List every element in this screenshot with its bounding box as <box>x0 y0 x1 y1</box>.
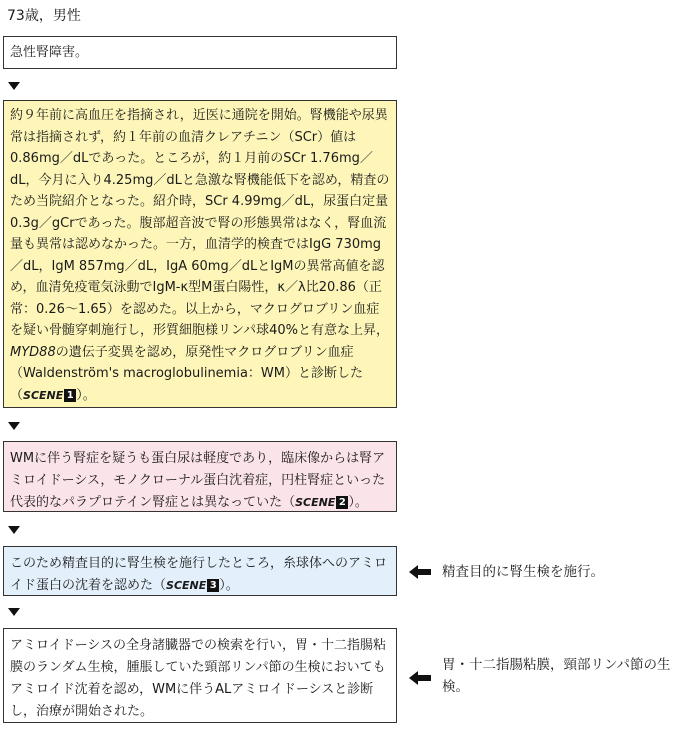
scene-number-badge: 3 <box>207 579 219 592</box>
history-box <box>3 100 397 408</box>
diagnosis-text: 急性腎障害。 <box>10 45 89 60</box>
pointer-arrow-left-icon <box>409 671 431 685</box>
scene-number-badge: 1 <box>64 389 76 402</box>
flow-arrow-down-icon <box>8 526 20 534</box>
biopsy-box <box>3 546 397 596</box>
renal-text-part: WMに伴う腎症を疑うも蛋白尿は軽度であり，臨床像からは腎アミロイドーシス，モノクローナル蛋白沈着症，円柱腎症といった代表的なパラプロテイン腎症とは異なっていた（ <box>10 451 386 510</box>
final-text: アミロイドーシスの全身諸臓器での検索を行い，胃・十二指腸粘膜のランダム生検，腫脹していた頸部リンパ節の生検においてもアミロイド沈着を認め，WMに伴うALアミロイドーシスと診断し，治療が開始された。 <box>10 638 386 719</box>
history-text-part: の遺伝子変異を認め，原発性マクログロブリン血症（Waldenström's macroglobulinemia：WM）と診断した（ <box>10 344 363 403</box>
flow-arrow-down-icon <box>8 608 20 616</box>
renal-text <box>10 448 390 514</box>
renal-box <box>3 441 397 512</box>
scene-label: SCENE <box>295 496 336 509</box>
side-note-biopsy: 精査目的に腎生検を施行。 <box>442 564 604 580</box>
history-text-close: ）。 <box>76 387 96 403</box>
flow-arrow-down-icon <box>8 422 20 430</box>
biopsy-text <box>10 553 390 597</box>
flow-arrow-down-icon <box>8 82 20 90</box>
renal-text-close: ）。 <box>348 495 368 510</box>
final-box <box>3 628 397 723</box>
biopsy-text-close: ）。 <box>219 578 239 593</box>
history-text-part: 約９年前に高血圧を指摘され，近医に通院を開始。腎機能や尿異常は指摘されず，約１年前の血清クレアチニン（SCr）値は0.86mg／dLであった。ところが，約１月前のSCr 1.76mg／dL，今月に入り4.25mg／dLと急激な腎機能低下を認め，精査のため当院紹介となった。紹介時，SCr 4.99mg／dL，尿蛋白定量0.3g／gCrであった。腹部超音波で腎の形態異常はなく，腎血流量も異常は認めなかった。一方，血清学的検査ではIgG 730mg／dL，IgM 857mg／dL，IgA 60mg／dLとIgMの異常高値を認め，血清免疫電気泳動でIgM-κ型M蛋白陽性，κ／λ比20.86（正常：0.26〜1.65）を認めた。以上から，マクログロブリン血症を疑い骨髄穿刺施行し，形質細胞様リンパ球40%と有意な上昇， <box>10 108 390 338</box>
scene-label: SCENE <box>166 579 207 592</box>
patient-info: 73歳，男性 <box>7 8 81 24</box>
scene-number-badge: 2 <box>336 496 348 509</box>
diagnosis-box <box>3 36 397 69</box>
pointer-arrow-left-icon <box>409 565 431 579</box>
side-note-final: 胃・十二指腸粘膜，頸部リンパ節の生検。 <box>442 657 671 695</box>
history-text <box>10 105 390 406</box>
scene-label: SCENE <box>23 388 64 402</box>
gene-name: MYD88 <box>10 344 56 360</box>
biopsy-text-part: このため精査目的に腎生検を施行したところ，糸球体へのアミロイド蛋白の沈着を認めた（ <box>10 556 388 593</box>
